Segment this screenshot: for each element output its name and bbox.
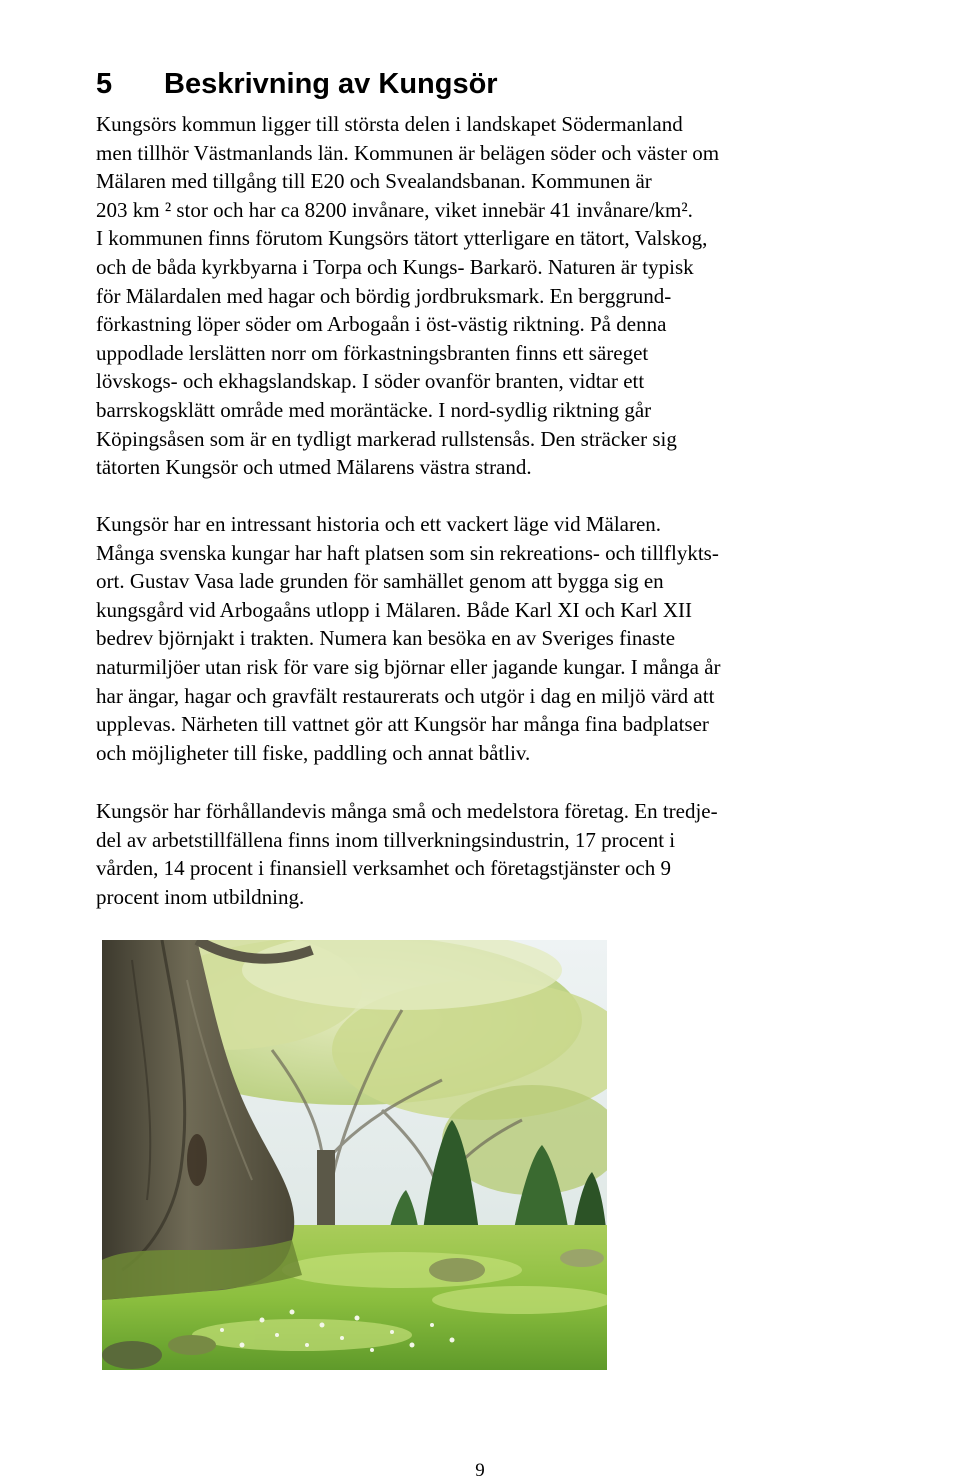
- section-heading: [96, 66, 498, 102]
- text-line: barrskogsklätt område med moräntäcke. I nord-sydlig riktning går: [96, 397, 652, 422]
- text-line: 203 km ² stor och har ca 8200 invånare, viket innebär 41 invånare/km².: [96, 197, 693, 222]
- text-line: procent inom utbildning.: [96, 884, 305, 909]
- landscape-photo: [102, 940, 607, 1370]
- text-line: I kommunen finns förutom Kungsörs tätort ytterligare en tätort, Valskog,: [96, 226, 708, 251]
- text-line: Mälaren med tillgång till E20 och Svealandsbanan. Kommunen är: [96, 169, 652, 194]
- text-line: tätorten Kungsör och utmed Mälarens västra strand.: [96, 455, 532, 480]
- text-line: ort. Gustav Vasa lade grunden för samhället genom att bygga sig en: [96, 569, 664, 594]
- paragraph-municipality: [96, 110, 866, 482]
- text-line: för Mälardalen med hagar och bördig jordbruksmark. En berggrund-: [96, 283, 672, 308]
- section-number: 5: [96, 68, 113, 100]
- paragraph-business: [96, 797, 866, 911]
- text-line: naturmiljöer utan risk för vare sig björnar eller jagande kungar. I många år: [96, 654, 721, 679]
- text-line: kungsgård vid Arbogaåns utlopp i Mälaren. Både Karl XI och Karl XII: [96, 597, 693, 622]
- text-line: och möjligheter till fiske, paddling och annat båtliv.: [96, 740, 531, 765]
- text-line: men tillhör Västmanlands län. Kommunen är belägen söder och väster om: [96, 140, 720, 165]
- text-line: uppodlade lerslätten norr om förkastningsbranten finns ett säreget: [96, 340, 649, 365]
- text-line: Kungsör har en intressant historia och ett vackert läge vid Mälaren.: [96, 512, 662, 536]
- text-line: vården, 14 procent i finansiell verksamhet och företagstjänster och 9: [96, 856, 671, 881]
- text-line: del av arbetstillfällena finns inom tillverkningsindustrin, 17 procent i: [96, 827, 676, 852]
- text-line: lövskogs- och ekhagslandskap. I söder ovanför branten, vidtar ett: [96, 369, 645, 394]
- text-line: Kungsör har förhållandevis många små och medelstora företag. En tredje-: [96, 799, 718, 823]
- text-line: och de båda kyrkbyarna i Torpa och Kungs- Barkarö. Naturen är typisk: [96, 254, 694, 279]
- section-title: Beskrivning av Kungsör: [164, 68, 498, 100]
- text-line: Många svenska kungar har haft platsen som sin rekreations- och tillflykts-: [96, 540, 719, 565]
- text-line: har ängar, hagar och gravfält restaurerats och utgör i dag en miljö värd att: [96, 683, 715, 708]
- text-line: Köpingsåsen som är en tydligt markerad rullstensås. Den sträcker sig: [96, 426, 677, 451]
- text-line: upplevas. Närheten till vattnet gör att Kungsör har många fina badplatser: [96, 712, 709, 737]
- page-number: 9: [475, 1460, 485, 1481]
- landscape-illustration: [102, 940, 607, 1370]
- paragraph-history: [96, 510, 866, 767]
- text-line: förkastning löper söder om Arbogaån i öst-västig riktning. På denna: [96, 312, 667, 337]
- text-line: Kungsörs kommun ligger till största delen i landskapet Södermanland: [96, 112, 683, 136]
- text-line: bedrev björnjakt i trakten. Numera kan besöka en av Sveriges finaste: [96, 626, 676, 651]
